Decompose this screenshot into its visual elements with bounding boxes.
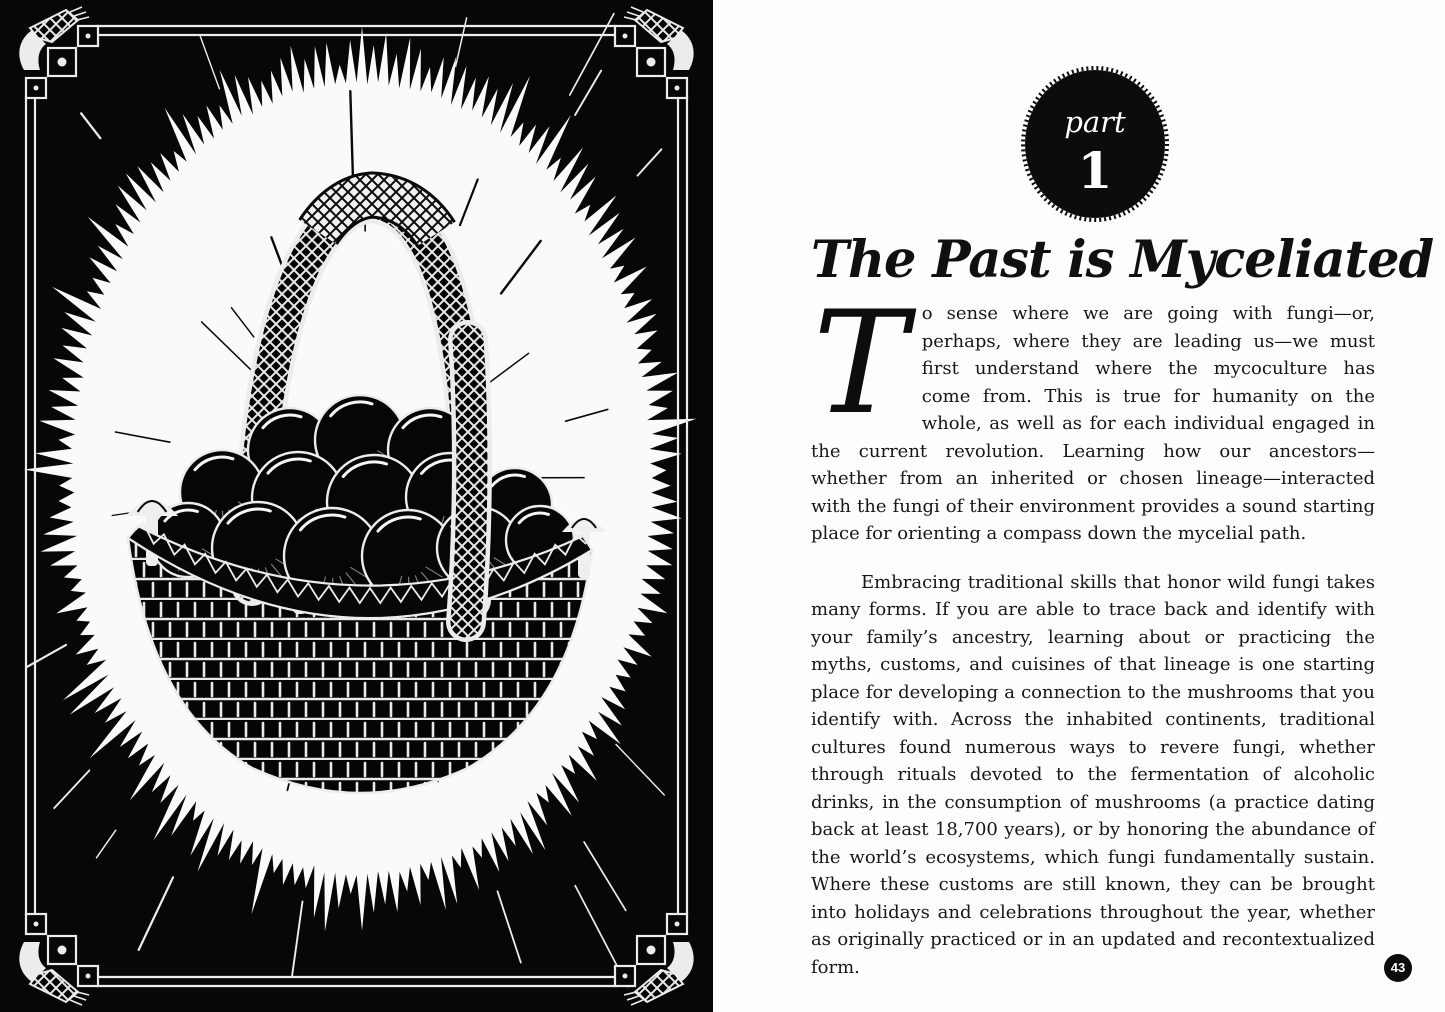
body-paragraph-1 <box>811 281 1375 548</box>
body-paragraph-2: Embracing traditional skills that honor wild fungi takes many forms. If you are able to trace back and identify with your family’s ancestry, learning about or practicing the myths, customs, and cuisines of that lineage is one starting place for developing a connection to the mushrooms that you identify with. Across the inhabited continents, traditional cultures found numerous ways to revere fungi, whether through rituals devoted to the fermentation of alcoholic drinks, in the consumption of mushrooms (a practice dating back at least 18,700 years), or by honoring the abundance of the world’s ecosystems, which fungi fundamentally sustain. Where these customs are still known, they can be brought into holidays and celebrations throughout the year, whether as originally practiced or in an updated and recontextualized form. <box>811 571 1375 978</box>
left-page-woodcut-illustration <box>0 0 713 1012</box>
page-number-badge: 43 <box>1384 954 1412 982</box>
drop-cap: T <box>813 281 908 447</box>
part-badge <box>1020 64 1170 224</box>
part-badge-number: 1 <box>1077 141 1113 200</box>
right-page <box>713 0 1445 1012</box>
chapter-title: The Past is Myceliated <box>811 230 1434 290</box>
paragraph-1-text: o sense where we are going with fungi—or, perhaps, where they are leading us—we must first understand where the mycoculture has come from. This is true for humanity on the whole, as well as for each individual engaged in the current revolution. Learning how our ancestors—whether from an inherited or chosen lineage—interacted with the fungi of their environment provides a sound starting place for orienting a compass down the mycelial path. <box>811 303 1375 545</box>
part-badge-label: part <box>1064 105 1126 139</box>
